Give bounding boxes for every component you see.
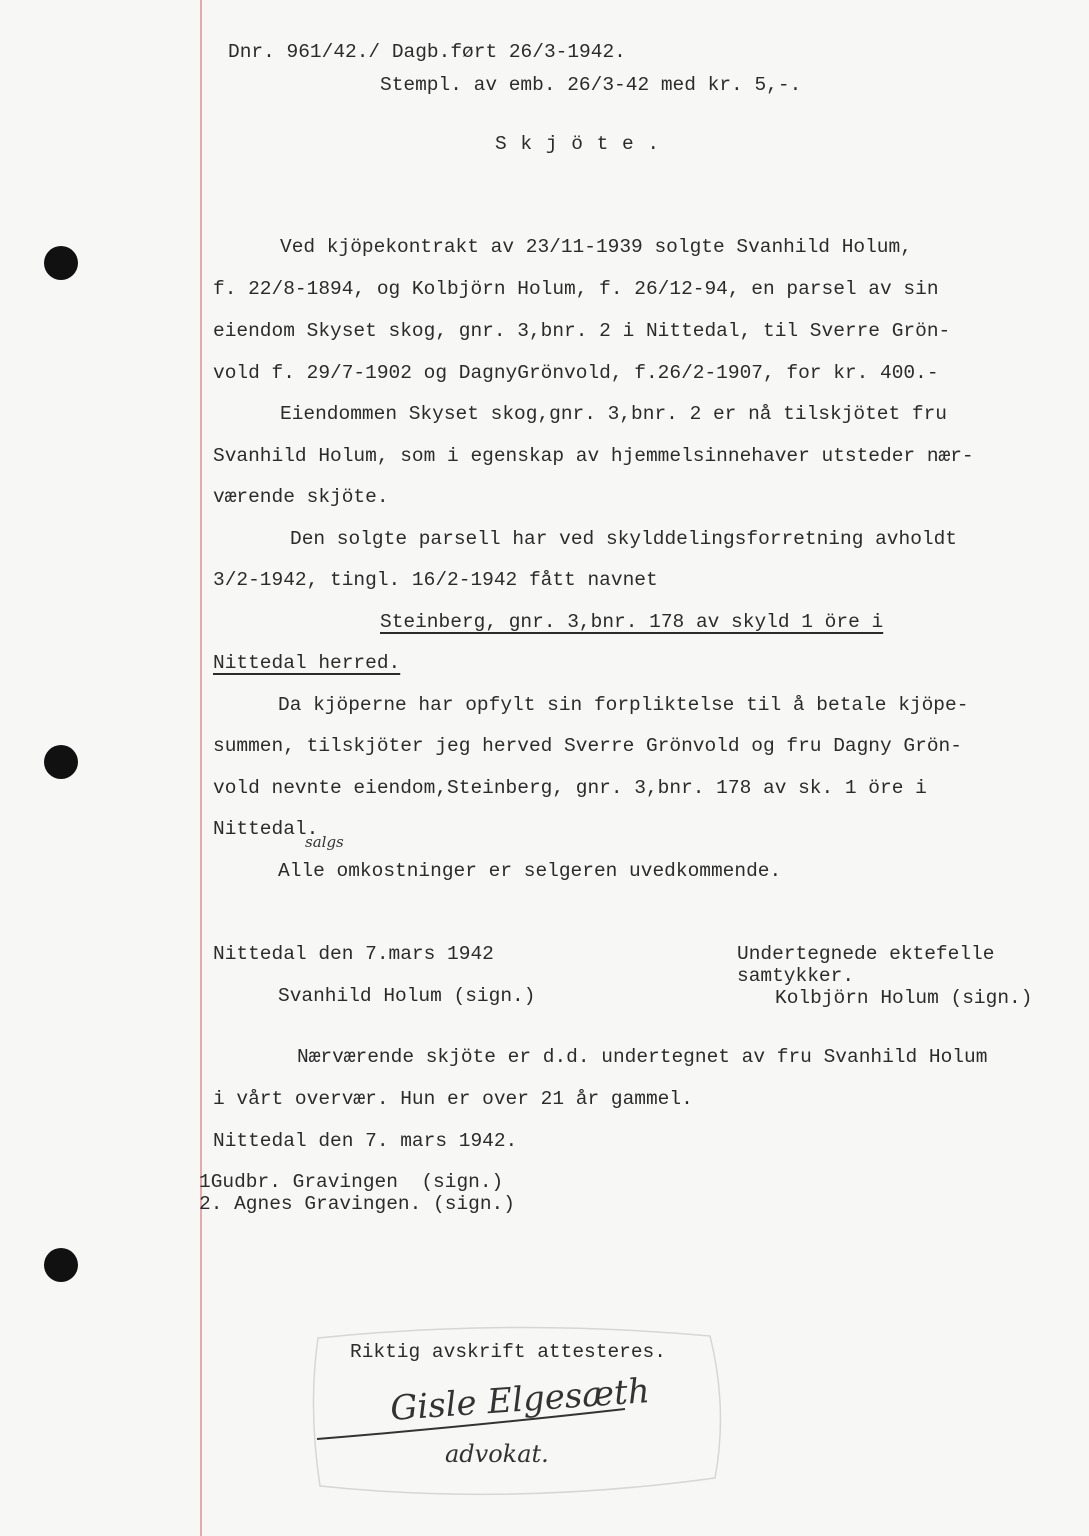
body-line: Alle omkostninger er selgeren uvedkommende. (278, 860, 782, 882)
handwritten-signature: Gisle Elgesæth (388, 1370, 651, 1430)
property-name-line: Nittedal herred. (213, 652, 401, 674)
body-line: Da kjöperne har opfylt sin forpliktelse til å betale kjöpe- (278, 694, 969, 716)
body-line: f. 22/8-1894, og Kolbjörn Holum, f. 26/12-94, en parsel av sin (213, 278, 939, 300)
advocate-title: advokat. (445, 1440, 549, 1468)
seller-signature: Svanhild Holum (sign.) (278, 985, 536, 1007)
property-name-line: Steinberg, gnr. 3,bnr. 178 av skyld 1 öre i (380, 611, 884, 633)
witness-signature: 2. Agnes Gravingen. (sign.) (199, 1193, 515, 1215)
punch-hole (44, 246, 78, 280)
attestation-text: Riktig avskrift attesteres. (350, 1341, 666, 1363)
witness-statement: Nærværende skjöte er d.d. undertegnet av fru Svanhild Holum (297, 1046, 988, 1068)
spouse-signature: Kolbjörn Holum (sign.) (775, 987, 1033, 1009)
body-line: summen, tilskjöter jeg herved Sverre Grönvold og fru Dagny Grön- (213, 735, 962, 757)
body-line: Nittedal. (213, 818, 319, 840)
red-margin-line (200, 0, 202, 1536)
punch-hole (44, 1248, 78, 1282)
spouse-consent-line: samtykker. (737, 965, 855, 987)
handwritten-insert: salgs (305, 833, 344, 851)
stamp-line: Stempl. av emb. 26/3-42 med kr. 5,-. (380, 74, 802, 96)
body-line: Den solgte parsell har ved skylddelingsforretning avholdt (290, 528, 958, 550)
body-line: Ved kjöpekontrakt av 23/11-1939 solgte Svanhild Holum, (280, 236, 912, 258)
signature-stroke (315, 1405, 635, 1445)
spouse-consent-line: Undertegnede ektefelle (737, 943, 995, 965)
document-title: S k j ö t e . (495, 133, 661, 155)
body-line: 3/2-1942, tingl. 16/2-1942 fått navnet (213, 569, 658, 591)
body-line: Svanhild Holum, som i egenskap av hjemmelsinnehaver utsteder nær- (213, 445, 974, 467)
body-line: vold f. 29/7-1902 og DagnyGrönvold, f.26/2-1907, for kr. 400.- (213, 362, 939, 384)
registration-line: Dnr. 961/42./ Dagb.ført 26/3-1942. (228, 41, 626, 63)
punch-hole (44, 745, 78, 779)
body-line: værende skjöte. (213, 486, 389, 508)
witness-statement: i vårt overvær. Hun er over 21 år gammel. (213, 1088, 693, 1110)
witness-signature: 1Gudbr. Gravingen (sign.) (199, 1171, 504, 1193)
body-line: Eiendommen Skyset skog,gnr. 3,bnr. 2 er nå tilskjötet fru (280, 403, 948, 425)
place-date: Nittedal den 7.mars 1942 (213, 943, 494, 965)
body-line: vold nevnte eiendom,Steinberg, gnr. 3,bnr. 178 av sk. 1 öre i (213, 777, 927, 799)
body-line: eiendom Skyset skog, gnr. 3,bnr. 2 i Nittedal, til Sverre Grön- (213, 320, 951, 342)
witness-place-date: Nittedal den 7. mars 1942. (213, 1130, 518, 1152)
